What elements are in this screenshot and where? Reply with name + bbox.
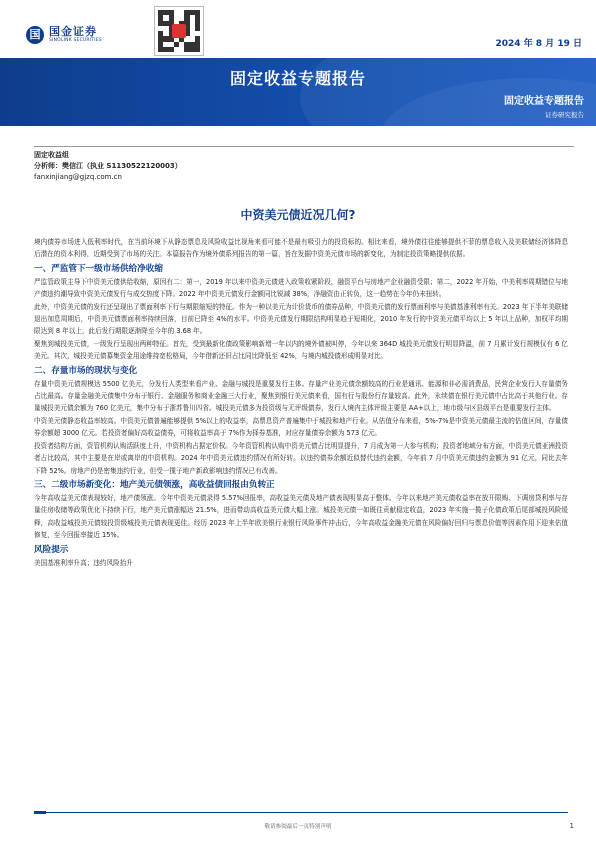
analyst-info bbox=[34, 150, 182, 183]
report-date: 2024 年 8 月 19 日 bbox=[495, 39, 582, 49]
paragraph: 今年高收益美元债表现较好，地产债领涨。今年中资美元债录得 5.57%回报率，高收益美元债及地产债表现明显高于整体。今年以来地产美元债收益率在放开限购、下调房贷利率与存量住房收储等政策优化下持续下行，地产美元债涨幅达 21.5%，进而带动高收益美元债大幅上涨。城投美元债一如既往贡献稳定收益，2023 年实施一揽子化债政策后尾部城投风险缓释，高收益城投美元债较投资级城投美元债表现更佳。经历 2023 年上半年欧美银行业银行风险事件冲击后，今年高收益金融美元债在风险偏好回归与票息价值等因素作用下迎来估值修复，至今回报率接近 15%。 bbox=[34, 493, 568, 540]
logo-name-en: SINOLINK SECURITIES bbox=[49, 38, 102, 44]
footer-disclaimer: 敬请参阅最后一页特别声明 bbox=[264, 824, 332, 830]
article-title: 中资美元债近况几何? bbox=[240, 208, 356, 222]
paragraph: 此外，中资美元债的发行还呈现出了票面利率下行与期限缩短的特征。作为一种以美元为计价货币的债券品种，中资美元债的发行票面利率与美债基准利率有关。2023 年下半年美联储退出加息周期后，中资美元债票面利率持续回落，目前已降至 4%的水平。中资美元债发行期限结构明显趋于短期化，2010 年发行的中资美元债平均以上 5 年以上品种，加权平均期限达到 8 年以上，此后发行期限逐渐降至今年的 3.68 年。 bbox=[34, 302, 568, 336]
analyst-email[interactable]: fanxinjiang@gjzq.com.cn bbox=[34, 173, 122, 181]
divider bbox=[34, 146, 574, 147]
paragraph: 聚焦到城投美元债，一级发行呈现出两种特征。首先，受到最新化债政策影响新增一年以内的境外债被叫停，今年以来 364D 城投美元债发行明显降温，前 7 月累计发行规模仅有 6 亿美元。其次，城投美元债募集资金用途维持宽松格局，今年借新还旧占比同比降低至 42%，与境内城投债形成明显对比。 bbox=[34, 339, 568, 361]
report-category: 证券研究报告 bbox=[545, 111, 584, 119]
paragraph: 投资者结构方面，资管机构认购活跃度上升，中资机构占据定价权。今年资管机构认购中资美元债占比明显提升，7 月成为第一大参与机构；投资者地域分布方面，中资美元债亚洲投资者占比较高，其中主要是在岸或离岸的中资机构。2024 年中资美元债违约情况有所好转。以违约债券余额近似替代违约金额，今年前 7 月中资美元债违约金额为 91 亿元，同比去年下降 52%。房地产仍是密集违约行业，但受一揽子地产新政影响违约情况已有改善。 bbox=[34, 441, 568, 475]
header-band bbox=[0, 58, 596, 126]
risk-paragraph: 美国基准利率升高；违约风险抬升 bbox=[34, 558, 133, 567]
section-heading: 三、二级市场新变化：地产美元债领涨，高收益债回报由负转正 bbox=[34, 479, 275, 490]
paragraph: 严监管政策主导下中资美元债供给收缩，原因有二：第一，2019 年以来中资美元债进入政策收紧阶段，融资平台与房地产企业融资受限；第二，2022 年开始，中美利率周期错位与地产债违约潮导致中资美元债发行与成交热度下降。2022 年中资美元债发行金额同比锐减 38%，净融资由正转负，这一趋势在今年仍未扭转。 bbox=[34, 277, 568, 299]
paragraph: 中资美元债静态收益率较高。中资美元债普遍能够提供 5%以上的收益率，高票息资产普遍集中于城投和地产行业。从估值分布来看，5%-7%是中资美元债最主流的估值区间，存量债券余额超 3000 亿元。若投资者偏好高收益债券，可将收益率高于 7%作为择券基准，对应存量债券余额为 573 亿元。 bbox=[34, 416, 568, 438]
logo-icon: 国 bbox=[26, 26, 44, 44]
qr-code-icon bbox=[154, 6, 204, 56]
section-heading: 二、存量市场的现状与变化 bbox=[34, 365, 138, 376]
footer-divider bbox=[34, 812, 568, 813]
analyst-group: 固定收益组 bbox=[34, 151, 69, 159]
paragraph: 存量中资美元债规模达 5500 亿美元，分发行人类型来看产业、金融与城投是重要发行主体。存量产业美元债余额较高的行业是通讯、能源和非必需消费品，民营企业发行人存量债务占比最高。存量金融美元债集中分布于银行、金融服务和商业金融三大行业，聚焦到银行美元债来看，国有行与股份行存量较高。此外，永续债在银行美元债中占比高于其他行业。存量城投美元债余额为 760 亿美元，集中分布于浙苏鲁川四省。城投美元债多为投资级与无评级债券，发行人境内主体评级主要是 AA+以上，地市级与区县级平台是重要发行主体。 bbox=[34, 379, 568, 413]
analyst-name: 分析师：樊信江（执业 S1130522120003） bbox=[34, 162, 182, 170]
article-body bbox=[34, 236, 568, 569]
section-heading: 一、严监管下一级市场供给净收缩 bbox=[34, 263, 163, 274]
company-logo bbox=[26, 26, 102, 44]
page-number: 1 bbox=[569, 822, 574, 830]
header-top bbox=[0, 0, 596, 58]
logo-name: 国金证券 bbox=[49, 25, 97, 39]
report-type: 固定收益专题报告 bbox=[504, 96, 584, 107]
report-title: 固定收益专题报告 bbox=[229, 69, 366, 88]
risk-heading: 风险提示 bbox=[34, 544, 69, 555]
intro-paragraph: 境内债券市场进入低利率时代，在当前环境下从静态票息及风险收益比视角来看可能不是最有吸引力的投资标的。相比来看，境外债往往能够提供不菲的票息收入及美联储经济体降息后潜在的资本利得，近期受到了市场的关注。本篇报告作为境外债系列报告的第一篇，旨在发掘中资美元债市场的新变化，为制定投资策略提供依据。 bbox=[34, 238, 568, 259]
